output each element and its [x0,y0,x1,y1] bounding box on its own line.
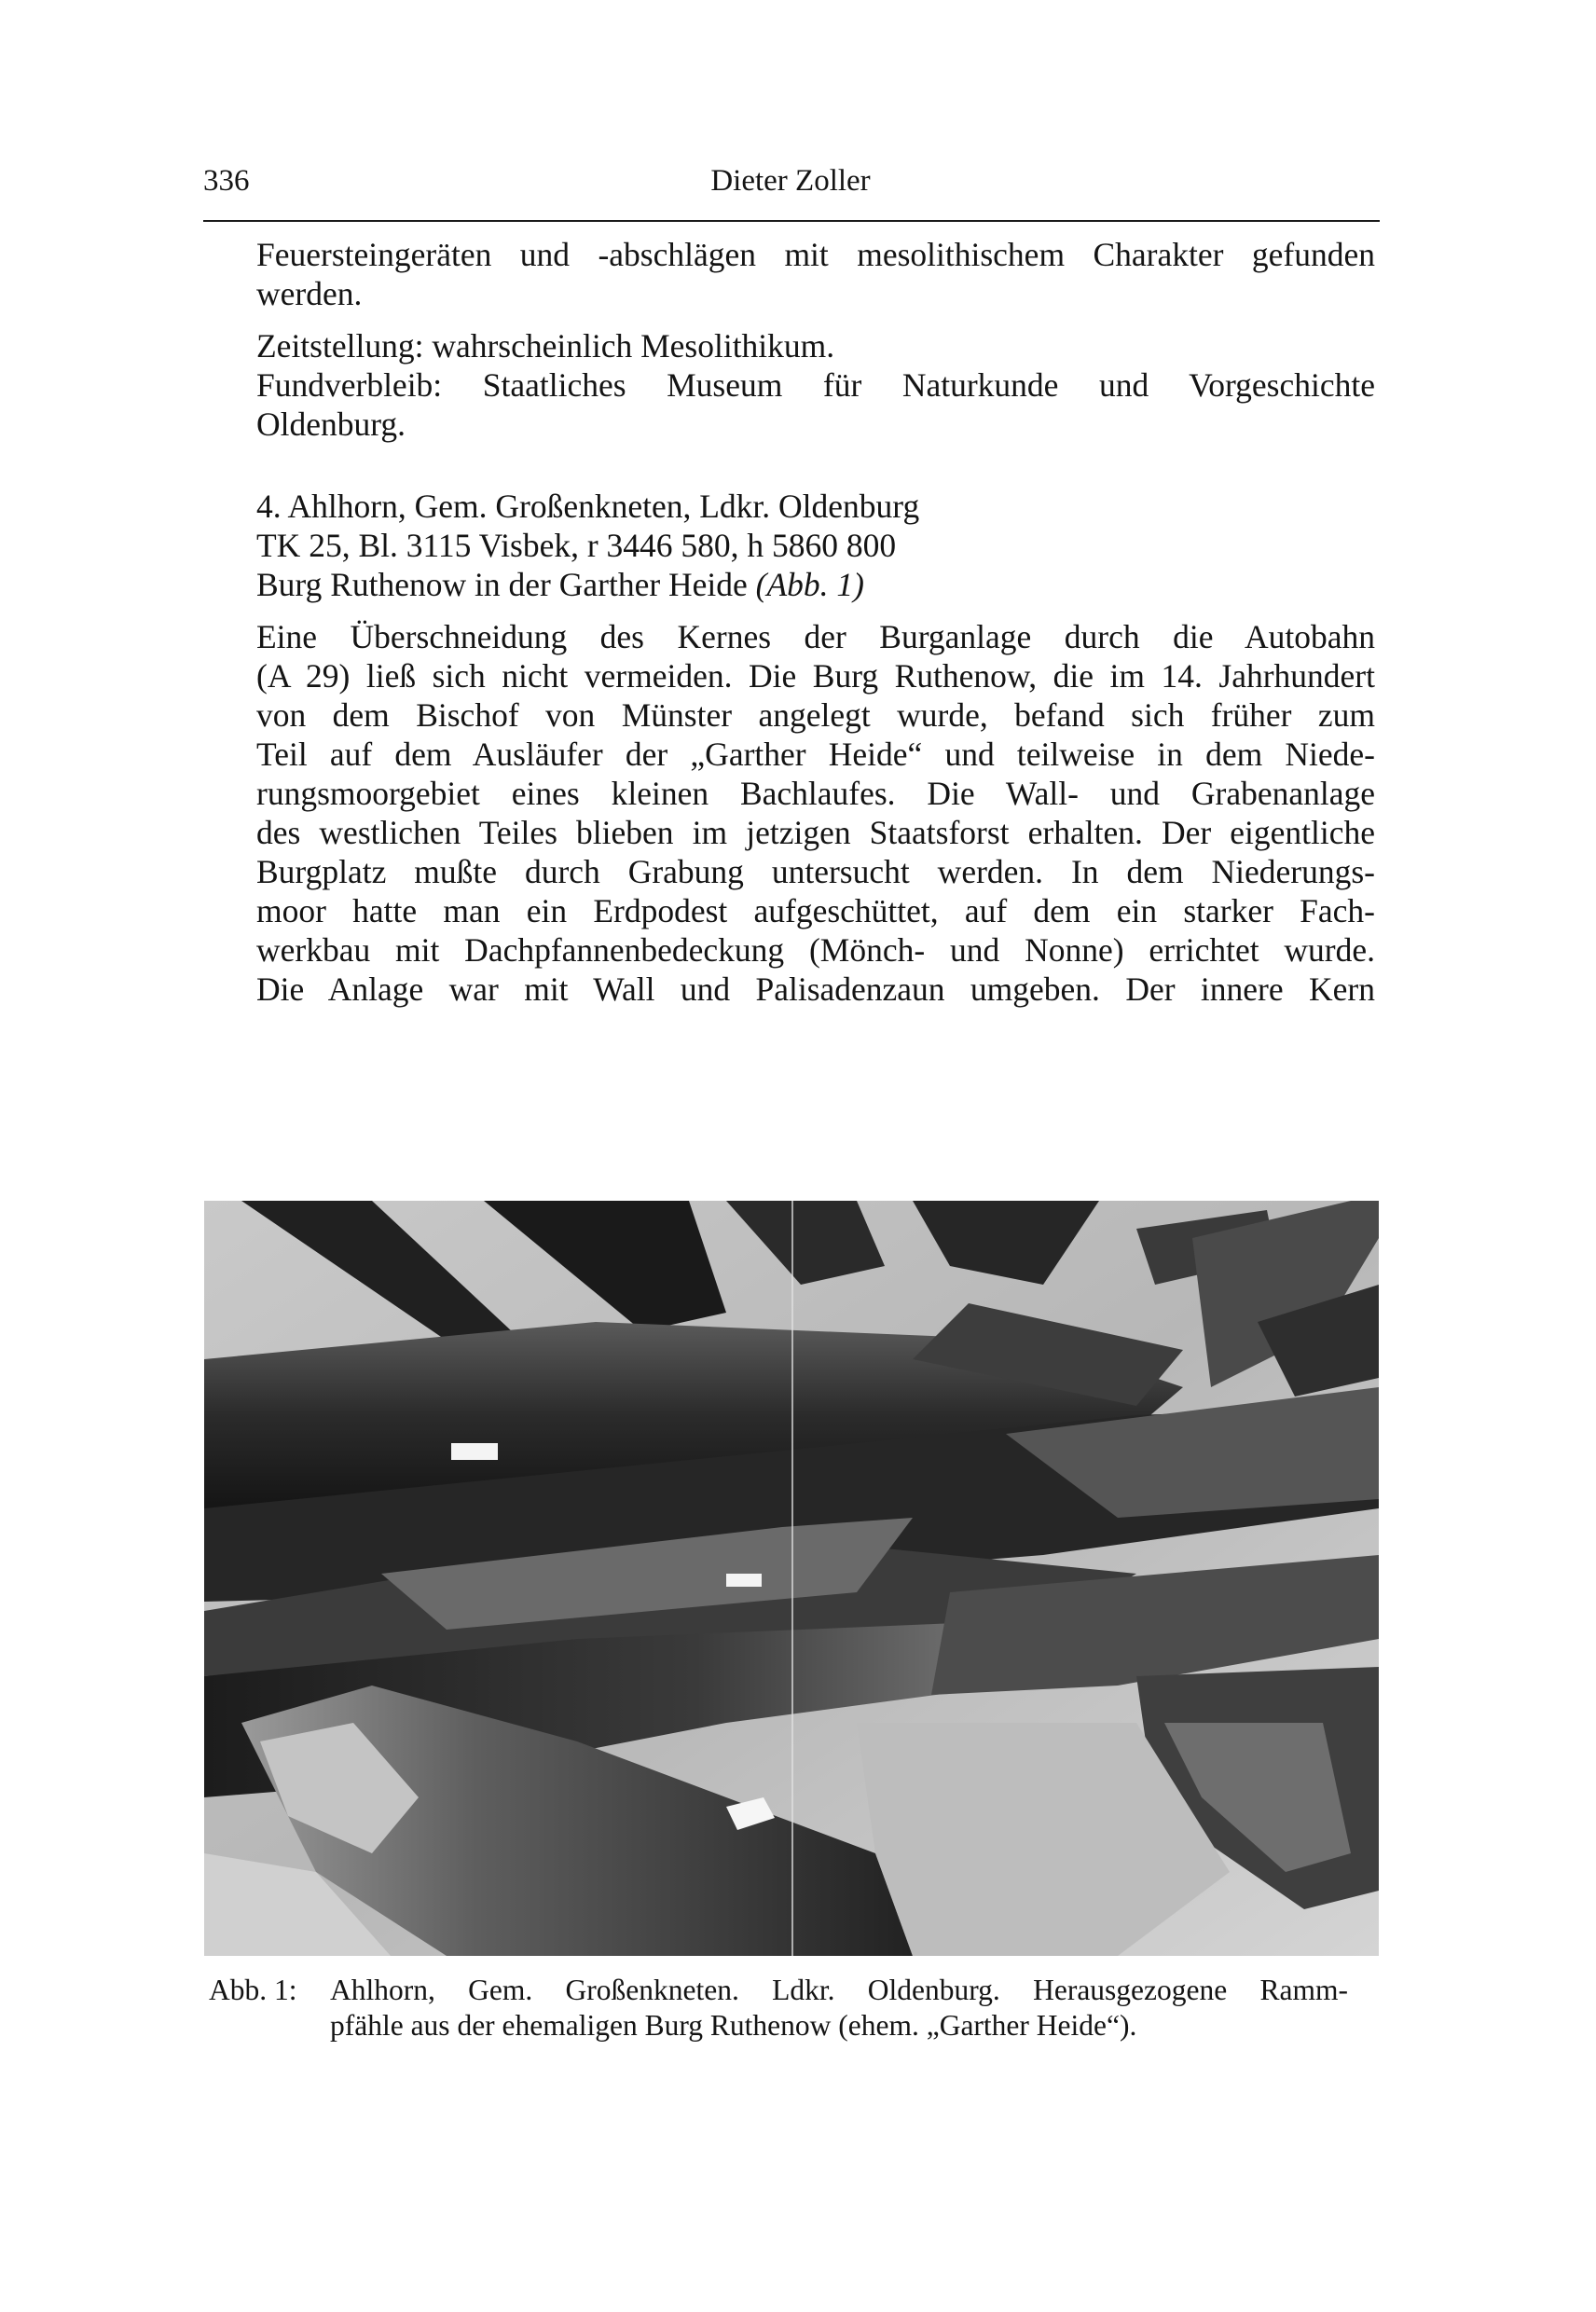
entry-header [256,487,1375,604]
main-text [256,235,1375,1009]
figure-caption-text [330,1973,1348,2044]
figure-label: Abb. 1: [209,1974,297,2006]
entry-site-name: Burg Ruthenow in der Garther Heide [256,566,748,603]
text-line: werkbau mit Dachpfannenbedeckung (Mönch- und Nonne) errichtet wurde. [256,931,1375,969]
text-line: werden. [256,275,363,312]
text-line: Burgplatz mußte durch Grabung untersucht werden. In dem Niederungs- [256,853,1375,890]
caption-line: Ahlhorn, Gem. Großenkneten. Ldkr. Oldenburg. Herausgezogene Ramm- [330,1974,1348,2006]
entry-site-line [256,565,1375,604]
figure-photo-excavated-piles [204,1201,1379,1956]
entry-heading: 4. Ahlhorn, Gem. Großenkneten, Ldkr. Oldenburg [256,488,920,525]
entry-body [256,617,1375,1009]
fundverbleib-line: Oldenburg. [256,406,406,443]
text-line: Feuersteingeräten und -abschlägen mit mesolithischem Charakter gefunden [256,236,1375,273]
zeitstellung-paragraph [256,326,1375,444]
figure-reference: (Abb. 1) [755,566,864,603]
text-line: rungsmoorgebiet eines kleinen Bachlaufes. Die Wall- und Grabenanlage [256,775,1375,812]
entry-coordinates: TK 25, Bl. 3115 Visbek, r 3446 580, h 5860 800 [256,527,897,564]
text-line: von dem Bischof von Münster angelegt wurde, befand sich früher zum [256,696,1375,734]
intro-paragraph [256,235,1375,313]
text-line: moor hatte man ein Erdpodest aufgeschüttet, auf dem ein starker Fach- [256,892,1375,929]
fundverbleib-line: Fundverbleib: Staatliches Museum für Naturkunde und Vorgeschichte [256,366,1375,404]
text-line: Die Anlage war mit Wall und Palisadenzaun umgeben. Der innere Kern [256,970,1375,1008]
text-line: (A 29) ließ sich nicht vermeiden. Die Burg Ruthenow, die im 14. Jahrhundert [256,657,1375,695]
text-line: Eine Überschneidung des Kernes der Burganlage durch die Autobahn [256,618,1375,655]
running-header [203,164,1378,211]
page-number: 336 [203,164,250,198]
header-rule [203,220,1380,222]
zeitstellung-line: Zeitstellung: wahrscheinlich Mesolithikum. [256,327,835,365]
text-line: Teil auf dem Ausläufer der „Garther Heide“ und teilweise in dem Niede- [256,736,1375,773]
text-line: des westlichen Teiles blieben im jetzigen Staatsforst erhalten. Der eigentliche [256,814,1375,851]
running-head-author: Dieter Zoller [710,164,871,198]
caption-line: pfähle aus der ehemaligen Burg Ruthenow (ehem. „Garther Heide“). [330,2009,1137,2042]
